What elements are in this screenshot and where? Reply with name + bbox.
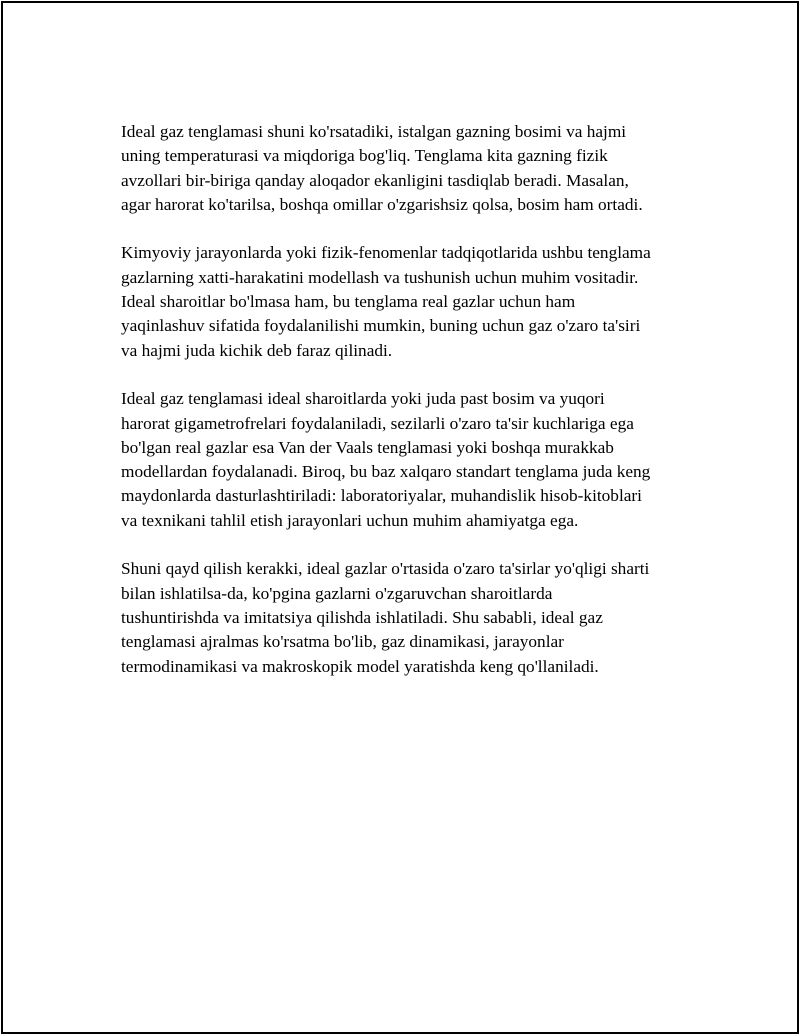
paragraph-3 [121, 387, 721, 533]
text-line: gazlarning xatti-harakatini modellash va tushunish uchun muhim vositadir. [121, 267, 639, 287]
text-line: bilan ishlatilsa-da, ko'pgina gazlarni o'zgaruvchan sharoitlarda [121, 583, 553, 603]
text-line: Ideal gaz tenglamasi ideal sharoitlarda yoki juda past bosim va yuqori [121, 389, 605, 409]
document-body [121, 120, 721, 703]
text-line: bo'lgan real gazlar esa Van der Vaals tenglamasi yoki boshqa murakkab [121, 437, 614, 457]
text-line: maydonlarda dasturlashtiriladi: laboratoriyalar, muhandislik hisob-kitoblari [121, 486, 642, 506]
paragraph-1 [121, 120, 721, 217]
text-line: agar harorat ko'tarilsa, boshqa omillar o'zgarishsiz qolsa, bosim ham ortadi. [121, 194, 643, 214]
text-line: Shuni qayd qilish kerakki, ideal gazlar o'rtasida o'zaro ta'sirlar yo'qligi sharti [121, 559, 650, 579]
text-line: yaqinlashuv sifatida foydalanilishi mumkin, buning uchun gaz o'zaro ta'siri [121, 316, 641, 336]
text-line: Ideal sharoitlar bo'lmasa ham, bu tenglama real gazlar uchun ham [121, 292, 576, 312]
text-line: modellardan foydalanadi. Biroq, bu baz xalqaro standart tenglama juda keng [121, 462, 651, 482]
text-line: Ideal gaz tenglamasi shuni ko'rsatadiki, istalgan gazning bosimi va hajmi [121, 122, 627, 141]
text-line: va texnikani tahlil etish jarayonlari uchun muhim ahamiyatga ega. [121, 510, 579, 530]
text-line: Kimyoviy jarayonlarda yoki fizik-fenomenlar tadqiqotlarida ushbu tenglama [121, 243, 651, 263]
text-line: termodinamikasi va makroskopik model yaratishda keng qo'llaniladi. [121, 656, 599, 676]
text-line: tenglamasi ajralmas ko'rsatma bo'lib, gaz dinamikasi, jarayonlar [121, 632, 564, 652]
page-frame [1, 1, 799, 1034]
paragraph-4 [121, 557, 721, 678]
text-line: tushuntirishda va imitatsiya qilishda ishlatiladi. Shu sababli, ideal gaz [121, 607, 603, 627]
paragraph-2 [121, 241, 721, 362]
text-line: va hajmi juda kichik deb faraz qilinadi. [121, 340, 393, 360]
text-line: avzollari bir-biriga qanday aloqador ekanligini tasdiqlab beradi. Masalan, [121, 170, 629, 190]
text-line: harorat gigametrofrelari foydalaniladi, sezilarli o'zaro ta'sir kuchlariga ega [121, 413, 634, 433]
text-line: uning temperaturasi va miqdoriga bog'liq. Tenglama kita gazning fizik [121, 146, 608, 166]
